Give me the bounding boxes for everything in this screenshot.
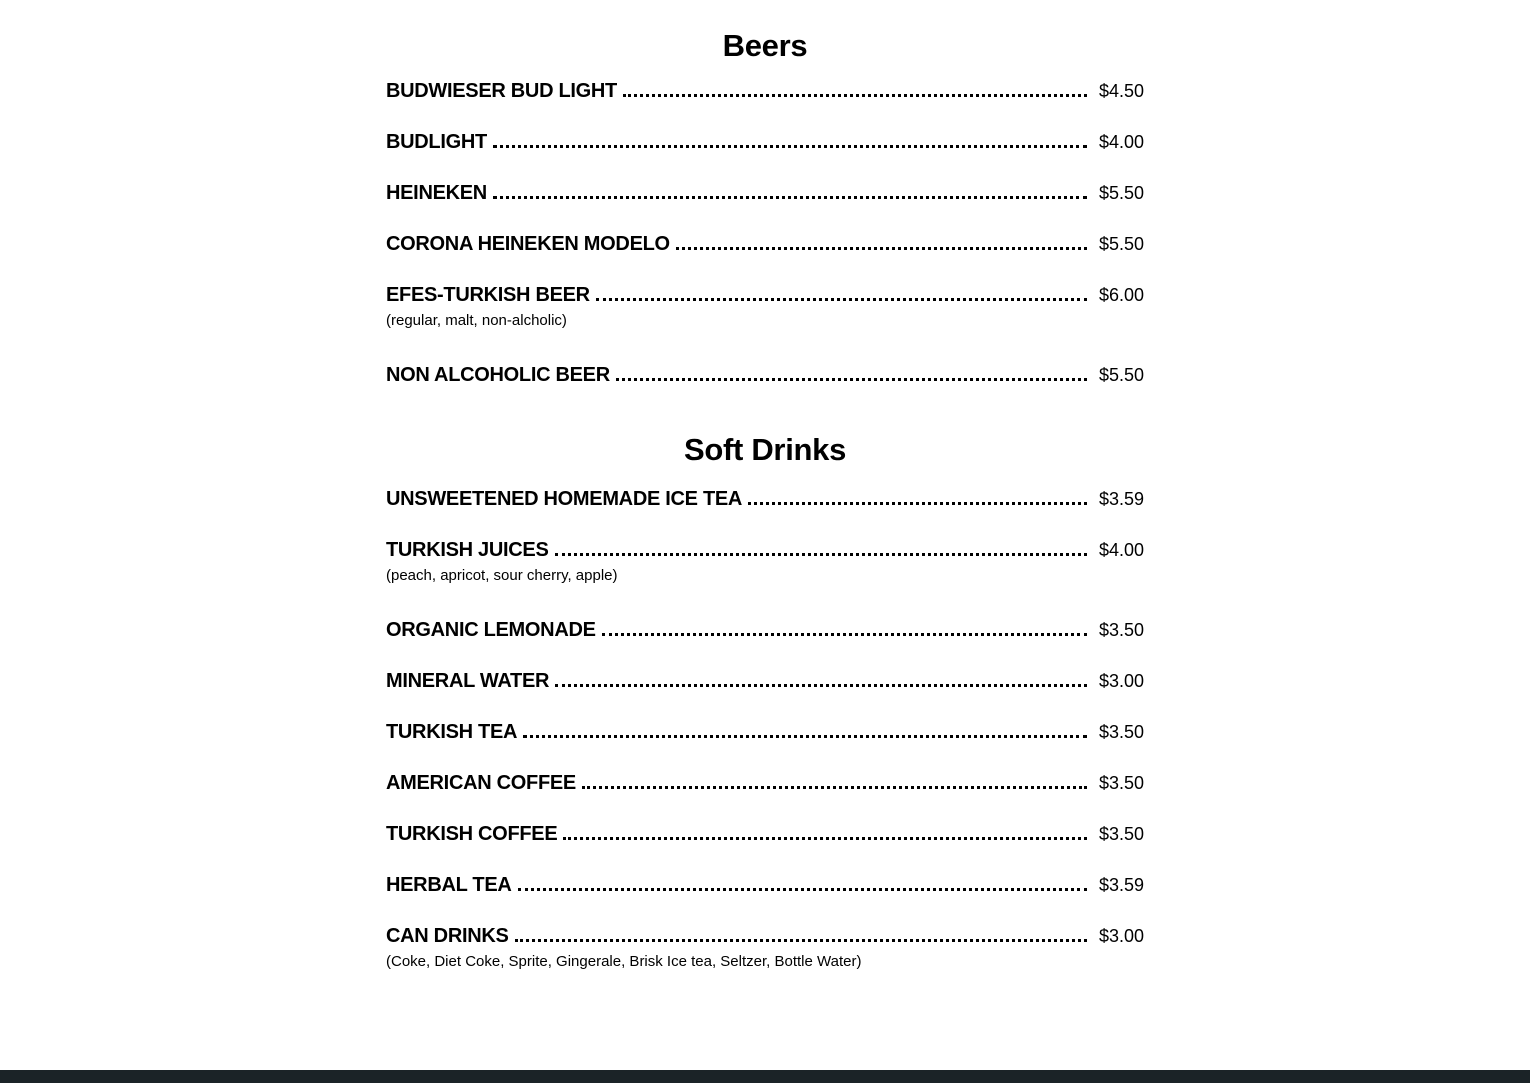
footer-bar xyxy=(0,1070,1530,1083)
menu-item xyxy=(386,361,1144,412)
drinks-menu xyxy=(386,0,1144,1002)
menu-item xyxy=(386,536,1144,616)
item-name: BUDWIESER BUD LIGHT xyxy=(386,80,617,102)
dotted-leader xyxy=(493,145,1087,148)
menu-item xyxy=(386,128,1144,179)
dotted-leader xyxy=(563,837,1087,840)
item-price: $3.50 xyxy=(1098,722,1144,742)
soft-drinks-list xyxy=(386,485,1144,1002)
item-name: MINERAL WATER xyxy=(386,670,550,692)
item-price: $4.00 xyxy=(1098,540,1144,560)
section-title-beers: Beers xyxy=(722,28,808,63)
item-price: $3.59 xyxy=(1098,489,1144,509)
menu-item xyxy=(386,718,1144,769)
soft-drinks-section xyxy=(386,412,1144,1002)
menu-item xyxy=(386,616,1144,667)
item-price: $4.50 xyxy=(1098,81,1144,101)
dotted-leader xyxy=(602,633,1087,636)
menu-item xyxy=(386,820,1144,871)
dotted-leader xyxy=(518,888,1087,891)
item-name: TURKISH TEA xyxy=(386,721,518,743)
item-name: TURKISH JUICES xyxy=(386,539,549,561)
menu-item xyxy=(386,77,1144,128)
item-name: EFES-TURKISH BEER xyxy=(386,284,590,306)
dotted-leader xyxy=(623,94,1087,97)
menu-item xyxy=(386,871,1144,922)
item-price: $4.00 xyxy=(1098,132,1144,152)
item-name: ORGANIC LEMONADE xyxy=(386,619,596,641)
dotted-leader xyxy=(582,786,1087,789)
dotted-leader xyxy=(748,502,1087,505)
item-name: BUDLIGHT xyxy=(386,131,487,153)
item-price: $6.00 xyxy=(1098,285,1144,305)
item-name: HEINEKEN xyxy=(386,182,487,204)
dotted-leader xyxy=(616,378,1087,381)
item-description: (regular, malt, non-alcholic) xyxy=(386,312,567,329)
item-name: CORONA HEINEKEN MODELO xyxy=(386,233,670,255)
dotted-leader xyxy=(555,684,1087,687)
item-price: $3.50 xyxy=(1098,824,1144,844)
item-description: (peach, apricot, sour cherry, apple) xyxy=(386,567,618,584)
menu-item xyxy=(386,485,1144,536)
beers-list xyxy=(386,77,1144,412)
item-price: $3.59 xyxy=(1098,875,1144,895)
section-title-soft-drinks: Soft Drinks xyxy=(683,432,847,467)
item-price: $3.00 xyxy=(1098,926,1144,946)
menu-item xyxy=(386,922,1144,1002)
item-name: TURKISH COFFEE xyxy=(386,823,558,845)
menu-item xyxy=(386,179,1144,230)
item-name: CAN DRINKS xyxy=(386,925,509,947)
menu-item xyxy=(386,769,1144,820)
dotted-leader xyxy=(523,735,1087,738)
item-name: AMERICAN COFFEE xyxy=(386,772,576,794)
item-price: $5.50 xyxy=(1098,183,1144,203)
dotted-leader xyxy=(515,939,1087,942)
dotted-leader xyxy=(555,553,1087,556)
item-price: $3.50 xyxy=(1098,773,1144,793)
beers-section xyxy=(386,0,1144,412)
menu-item xyxy=(386,667,1144,718)
item-price: $3.00 xyxy=(1098,671,1144,691)
dotted-leader xyxy=(676,247,1087,250)
dotted-leader xyxy=(493,196,1087,199)
item-description: (Coke, Diet Coke, Sprite, Gingerale, Brisk Ice tea, Seltzer, Bottle Water) xyxy=(386,953,862,970)
item-name: NON ALCOHOLIC BEER xyxy=(386,364,610,386)
item-name: UNSWEETENED HOMEMADE ICE TEA xyxy=(386,488,743,510)
dotted-leader xyxy=(596,298,1087,301)
item-name: HERBAL TEA xyxy=(386,874,512,896)
menu-item xyxy=(386,281,1144,361)
item-price: $5.50 xyxy=(1098,365,1144,385)
item-price: $5.50 xyxy=(1098,234,1144,254)
menu-item xyxy=(386,230,1144,281)
item-price: $3.50 xyxy=(1098,620,1144,640)
